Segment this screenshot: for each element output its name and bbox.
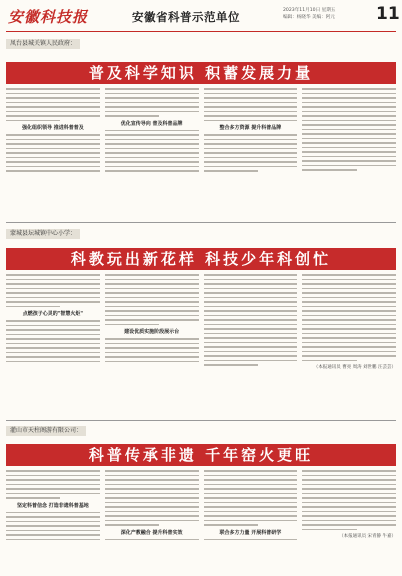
section-1-column-4: [302, 88, 396, 175]
section-2-column-2: [105, 274, 199, 371]
section-3-subhead-2: 深化产教融合 提升科普实效: [120, 529, 183, 536]
section-2-column-3: [204, 274, 298, 371]
issue-editors: 编辑：杨晓华 美编：阿元: [283, 15, 335, 20]
section-3-subhead-3: 联合多方力量 开展科普研学: [219, 529, 282, 536]
section-3-column-3: [204, 470, 298, 543]
section-2-article: [6, 274, 396, 414]
section-2-subhead-1: 点燃孩子心灵的"智慧火炬": [22, 311, 83, 317]
section-1-subhead-1: 强化组织领导 推进科普普及: [22, 125, 84, 131]
section-1-column-1: [6, 88, 100, 175]
newspaper-logo: 安徽科技报: [8, 8, 89, 26]
section-2-column-4: [302, 274, 396, 371]
section-1-headline: 普及科学知识 积蓄发展力量: [6, 62, 396, 84]
section-2-headline: 科教玩出新花样 科技少年科创忙: [6, 248, 396, 270]
section-divider: [6, 222, 396, 223]
section-1-subhead-2: 优化宣传导向 普及科普品牌: [120, 120, 183, 127]
section-3-subhead-1: 坚定科普信念 打造非遗科普基地: [17, 502, 89, 509]
header-rule: [6, 31, 396, 32]
section-2-subhead-2: 建设优质实施阶段展示台: [124, 329, 180, 335]
section-1-article: [6, 88, 396, 218]
section-2-column-1: [6, 274, 100, 371]
section-1-column-3: [204, 88, 298, 175]
page-number: 11: [376, 4, 400, 24]
issue-date: 2023年11月10日 星期五: [283, 8, 336, 13]
masthead: [0, 0, 402, 30]
section-2-tag: 蒙城县坛城镇中心小学：: [6, 229, 80, 239]
section-3-column-2: [105, 470, 199, 543]
section-1-subhead-3: 整合多方资源 提升科普品牌: [219, 125, 282, 131]
section-1-column-2: [105, 88, 199, 175]
section-3-article: [6, 470, 396, 574]
section-3-tag: 灌山市天柱阁游有限公司：: [6, 426, 86, 436]
section-divider: [6, 420, 396, 421]
section-3-column-4: [302, 470, 396, 543]
section-3-column-1: [6, 470, 100, 543]
issue-meta: [283, 7, 335, 21]
section-3-credit: （本报通讯员 宋青静 牛嘉）: [339, 534, 396, 539]
section-3-headline: 科普传承非遗 千年窑火更旺: [6, 444, 396, 466]
section-2-credit: （本报通讯员 曹亮 周涛 刘世鹏 汪芸芸）: [313, 365, 396, 370]
page-title: 安徽省科普示范单位: [132, 10, 240, 24]
section-1-tag: 凤台县城关镇人民政府：: [6, 39, 80, 49]
